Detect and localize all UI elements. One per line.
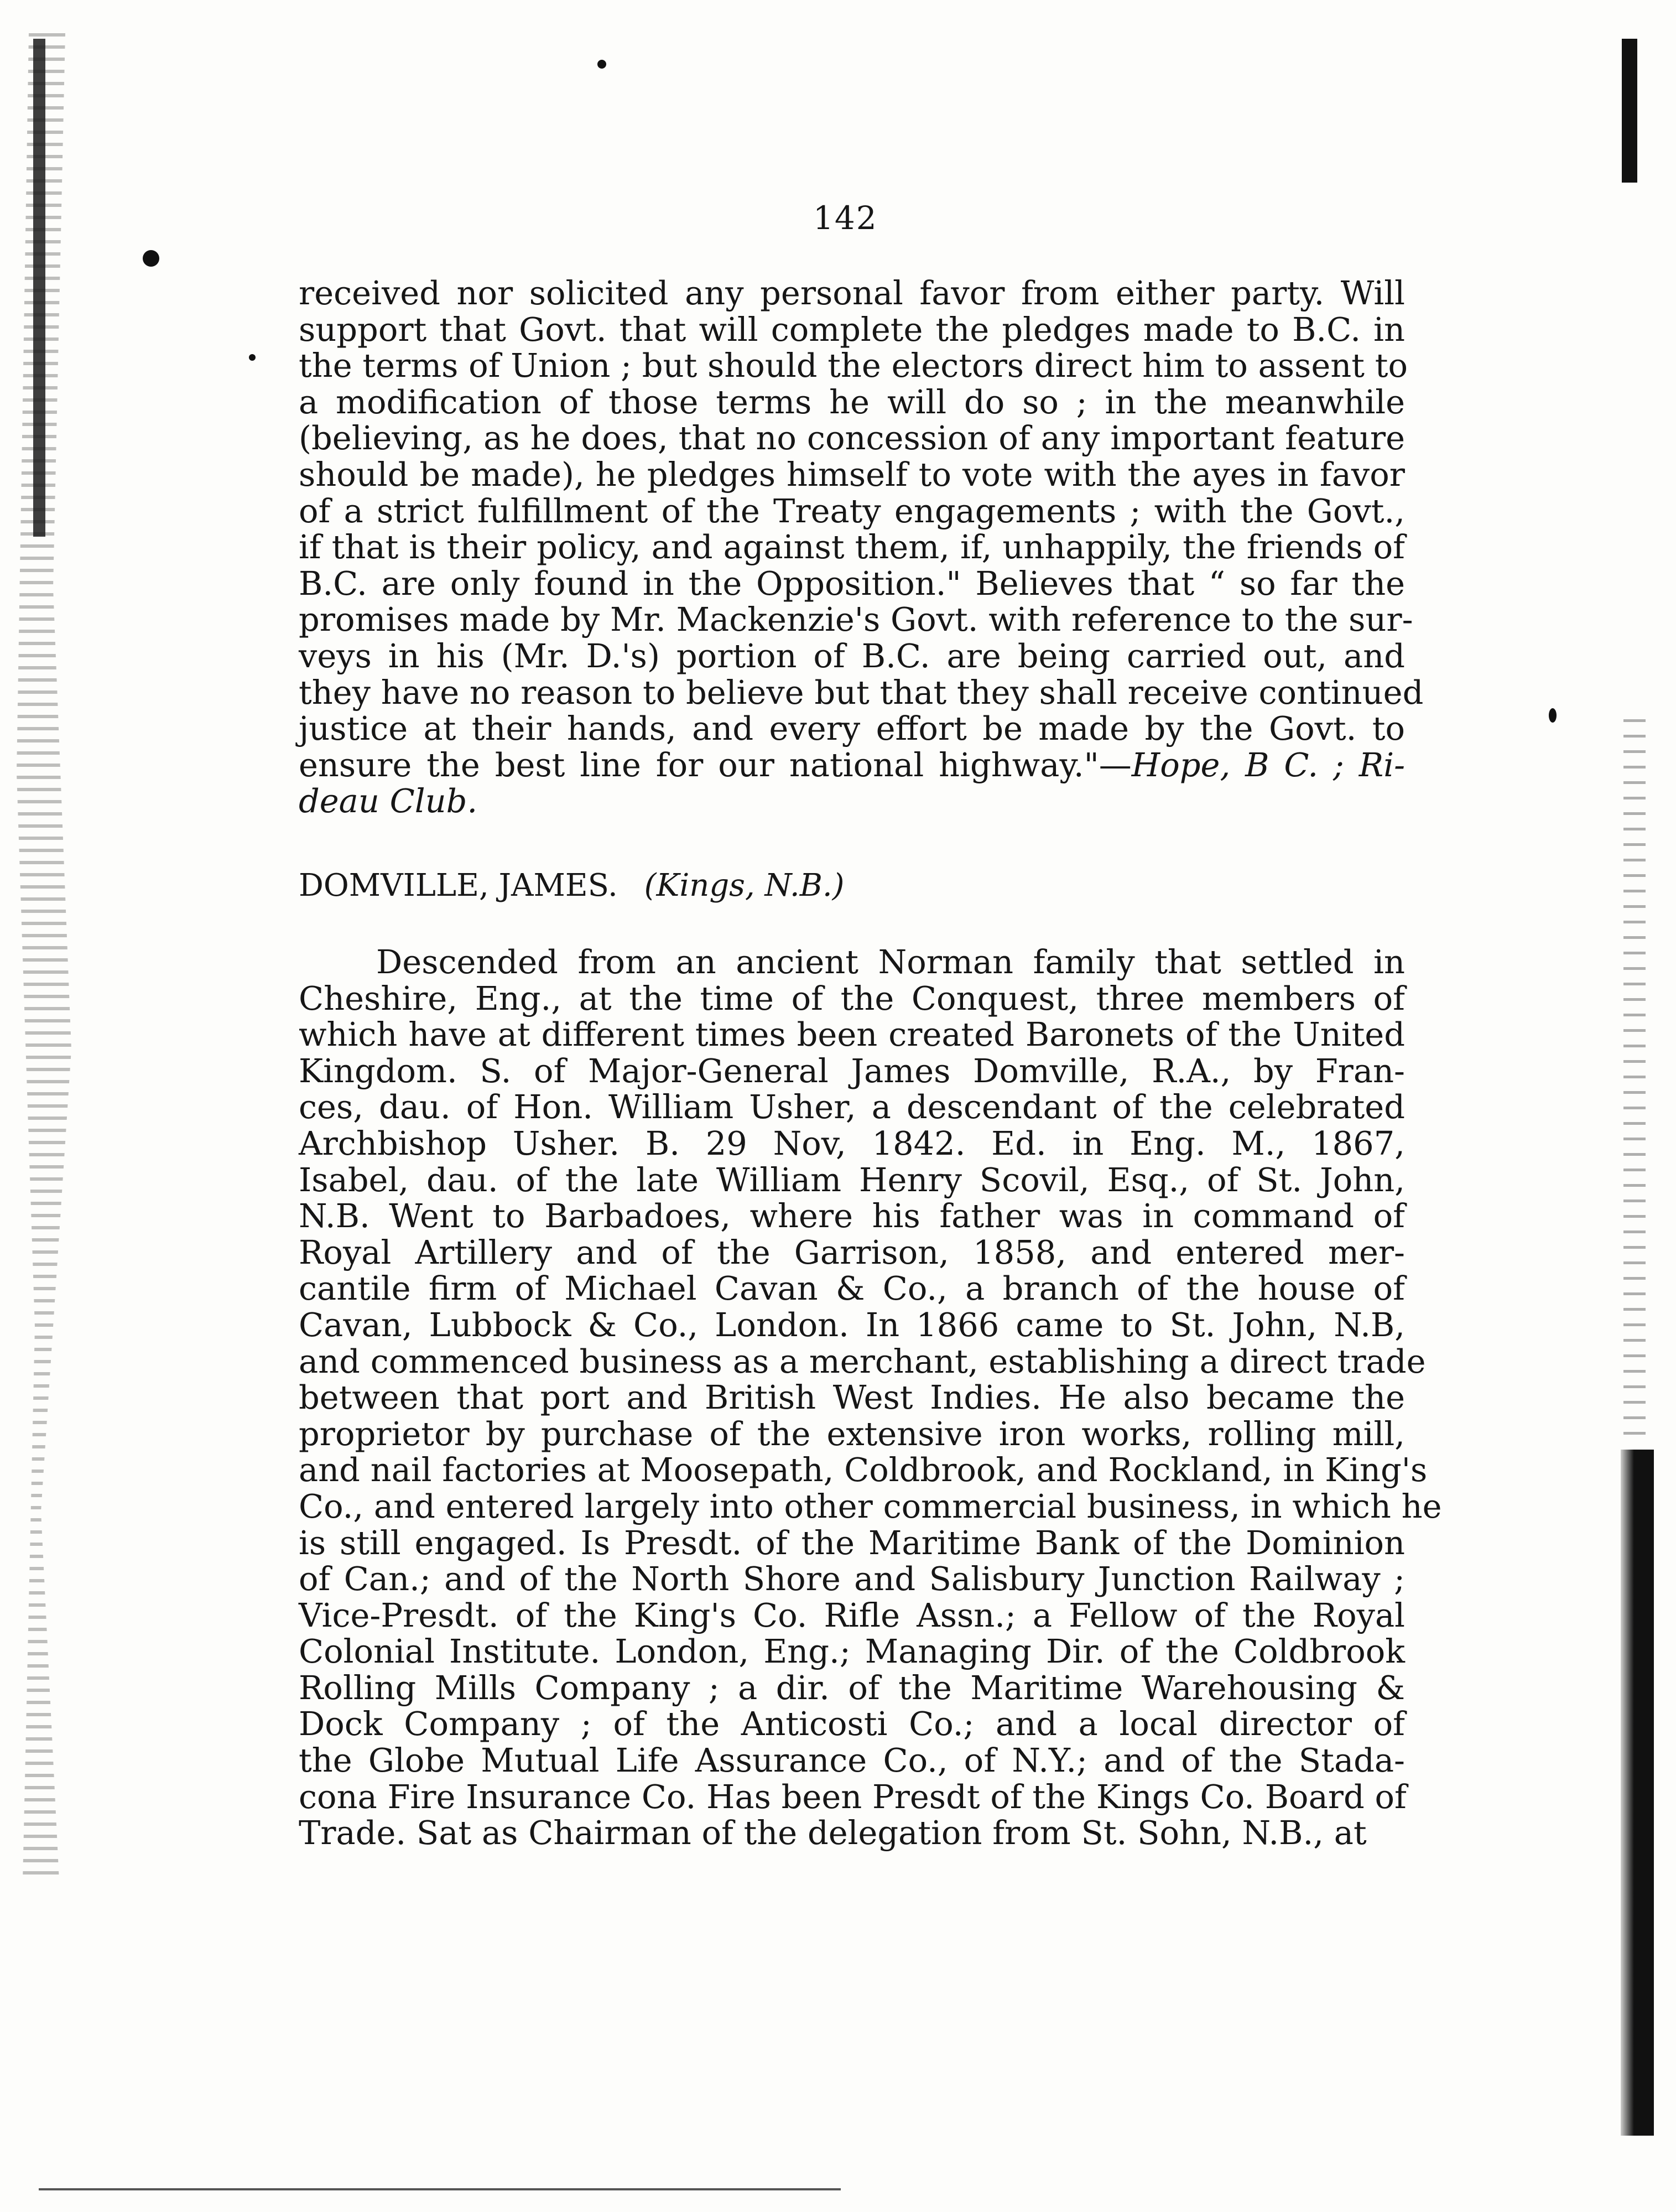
text-line: is still engaged. Is Presdt. of the Maritime Bank of the Dominion [299, 1523, 1405, 1562]
scan-speck [1549, 708, 1557, 723]
text-line: B.C. are only found in the Opposition." Believes that “ so far the [299, 564, 1405, 603]
scan-margin-bar-right-bottom [1621, 1450, 1654, 2136]
text-line: Archbishop Usher. B. 29 Nov, 1842. Ed. in Eng. M., 1867, [299, 1124, 1405, 1162]
scan-speck [249, 354, 256, 361]
text-line: and nail factories at Moosepath, Coldbrook, and Rockland, in King's [299, 1451, 1428, 1489]
text-line: Kingdom. S. of Major-General James Domville, R.A., by Fran- [299, 1051, 1405, 1090]
text-line: should be made), he pledges himself to vote with the ayes in favor [299, 455, 1405, 494]
text-line: of a strict fulfillment of the Treaty engagements ; with the Govt., [299, 491, 1405, 530]
entry-name: DOMVILLE, JAMES. [299, 868, 618, 904]
text-line: justice at their hands, and every effort be made by the Govt. to [299, 709, 1405, 748]
text-line: received nor solicited any personal favor from either party. Will [299, 274, 1405, 312]
scan-margin-bar-right-top [1622, 39, 1637, 183]
text-line: support that Govt. that will complete the pledges made to B.C. in [299, 310, 1405, 349]
scan-margin-bar-left [33, 39, 45, 537]
text-line: ces, dau. of Hon. William Usher, a descendant of the celebrated [299, 1088, 1405, 1126]
text-line: Rolling Mills Company ; a dir. of the Maritime Warehousing & [299, 1668, 1405, 1707]
text-line: cantile firm of Michael Cavan & Co., a branch of the house of [299, 1269, 1405, 1308]
address-italic: Hope, B C. ; Ri- [1131, 745, 1406, 784]
text-line: and commenced business as a merchant, establishing a direct trade [299, 1342, 1426, 1380]
text-line: (believing, as he does, that no concession of any important feature [299, 419, 1405, 458]
text-line: Co., and entered largely into other commercial business, in which he [299, 1487, 1442, 1525]
text-line: promises made by Mr. Mackenzie's Govt. with reference to the sur- [299, 600, 1413, 639]
text-line: Descended from an ancient Norman family that settled in [376, 943, 1405, 981]
text-line: Royal Artillery and of the Garrison, 1858, and entered mer- [299, 1233, 1405, 1271]
text-line: N.B. Went to Barbadoes, where his father was in command of [299, 1197, 1405, 1235]
page-number: 142 [813, 199, 878, 237]
text-line: Vice-Presdt. of the King's Co. Rifle Assn.; a Fellow of the Royal [299, 1596, 1405, 1634]
text-line: the Globe Mutual Life Assurance Co., of N.Y.; and of the Stada- [299, 1741, 1405, 1780]
scan-bottom-rule [39, 2188, 841, 2190]
text-line: of Can.; and of the North Shore and Salisbury Junction Railway ; [299, 1560, 1405, 1598]
text-line: they have no reason to believe but that they shall receive continued [299, 673, 1424, 712]
entry-biography-text [299, 943, 1442, 1852]
text-line: the terms of Union ; but should the electors direct him to assent to [299, 346, 1408, 385]
entry-constituency: (Kings, N.B.) [644, 868, 845, 904]
text-line [299, 783, 1405, 819]
text-line: Trade. Sat as Chairman of the delegation from St. Sohn, N.B., at [299, 1814, 1367, 1852]
text-line: Cheshire, Eng., at the time of the Conquest, three members of [299, 979, 1405, 1017]
text-line: ensure the best line for our national highway."—Hope, B C. ; Ri- [299, 745, 1406, 784]
address-italic: deau Club. [299, 782, 478, 821]
scan-speck [597, 60, 606, 69]
entry-heading [299, 868, 845, 904]
scan-speck [143, 250, 159, 267]
scan-margin-noise-right [1623, 719, 1646, 1439]
continued-entry-text [299, 274, 1424, 821]
text-line: veys in his (Mr. D.'s) portion of B.C. are being carried out, and [299, 636, 1405, 675]
text-line: proprietor by purchase of the extensive iron works, rolling mill, [299, 1414, 1405, 1453]
text-line: which have at different times been created Baronets of the United [299, 1015, 1405, 1054]
text-line: Colonial Institute. London, Eng.; Managing Dir. of the Coldbrook [299, 1632, 1405, 1671]
text-line: Cavan, Lubbock & Co., London. In 1866 came to St. John, N.B, [299, 1305, 1405, 1344]
text-line: between that port and British West Indies. He also became the [299, 1378, 1405, 1417]
text-line: if that is their policy, and against them, if, unhappily, the friends of [299, 528, 1405, 567]
text-line: cona Fire Insurance Co. Has been Presdt of the Kings Co. Board of [299, 1777, 1407, 1816]
text-line: Isabel, dau. of the late William Henry Scovil, Esq., of St. John, [299, 1160, 1405, 1199]
scan-margin-noise-left [17, 33, 77, 1881]
text-line: Dock Company ; of the Anticosti Co.; and a local director of [299, 1705, 1405, 1743]
text-line: a modification of those terms he will do so ; in the meanwhile [299, 382, 1405, 421]
